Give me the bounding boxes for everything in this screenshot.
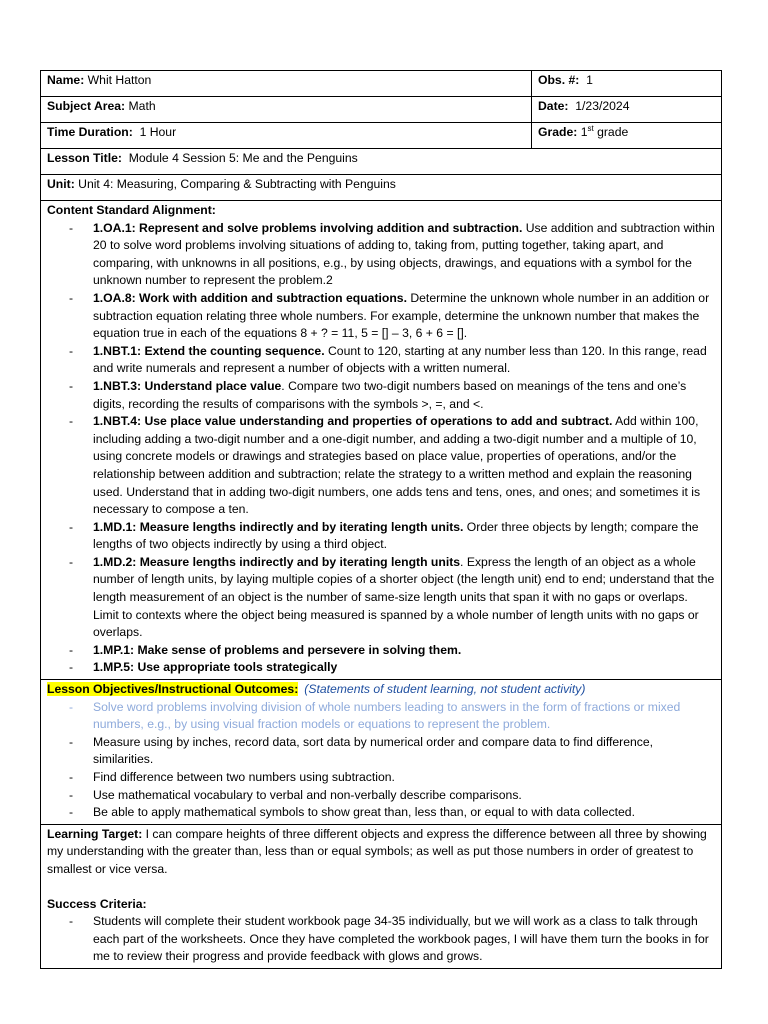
objective-item bbox=[47, 769, 715, 787]
objective-text: Find difference between two numbers using subtraction. bbox=[93, 770, 395, 784]
standard-item bbox=[47, 378, 715, 413]
dash-bullet: - bbox=[69, 770, 74, 784]
success-criteria-label: Success Criteria: bbox=[47, 896, 147, 911]
dash-bullet: - bbox=[69, 343, 74, 358]
unit-cell bbox=[41, 175, 722, 201]
objective-text: Be able to apply mathematical symbols to show great than, less than, or equal to with data collected. bbox=[93, 805, 635, 820]
dash-bullet: - bbox=[69, 699, 74, 714]
standard-code: 1.MD.2: Measure lengths indirectly and by iterating length units bbox=[93, 554, 461, 569]
objectives-list bbox=[47, 699, 715, 822]
dash-bullet: - bbox=[69, 787, 74, 802]
date-cell bbox=[532, 97, 722, 123]
standard-item bbox=[47, 290, 715, 343]
lesson-title-label: Lesson Title: bbox=[47, 151, 122, 165]
grade-number: 1 bbox=[580, 125, 588, 139]
standard-code: 1.MP.5: Use appropriate tools strategically bbox=[93, 660, 338, 675]
standard-description: . Express the length of an object as a whole number of length units, by laying multiple copies of a shorter object (the length unit) end to end; understand that the length measurement of an object is the number of same-size length units that span it with no gaps or overlaps. Limit to contexts where the object being measured is spanned by a whole number of length units with no gaps or overlaps. bbox=[93, 554, 715, 640]
date-value: 1/23/2024 bbox=[575, 99, 630, 113]
name-cell bbox=[41, 71, 532, 97]
objective-faded-item bbox=[47, 699, 715, 734]
learning-target-label: Learning Target: bbox=[47, 826, 143, 841]
objective-item bbox=[47, 734, 715, 769]
lesson-plan-table bbox=[40, 70, 722, 969]
objective-text: Measure using by inches, record data, sort data by numerical order and compare data to find difference, similarities. bbox=[93, 734, 654, 767]
dash-bullet: - bbox=[69, 642, 74, 657]
lesson-plan-page bbox=[40, 70, 721, 969]
objective-text: Use mathematical vocabulary to verbal and non-verbally describe comparisons. bbox=[93, 787, 522, 802]
dash-bullet: - bbox=[69, 378, 74, 393]
dash-bullet: - bbox=[69, 660, 74, 675]
lesson-title-cell bbox=[41, 149, 722, 175]
obs-value: 1 bbox=[586, 73, 593, 87]
dash-bullet: - bbox=[69, 805, 74, 820]
standard-description: Add within 100, including adding a two-digit number and a one-digit number, and adding a two-digit number and a multiple of 10, using concrete models or drawings and strategies based on place value, properties of operations, and/or the relationship between addition and subtraction; relate the strategy to a written method and explain the reasoning used. Understand that in adding two-digit numbers, one adds tens and tens, ones, and ones; and sometimes it is necessary to compose a ten. bbox=[93, 414, 701, 517]
objectives-heading: Lesson Objectives/Instructional Outcomes: bbox=[47, 682, 299, 697]
dash-bullet: - bbox=[69, 554, 74, 569]
unit-label: Unit: bbox=[47, 177, 75, 191]
time-cell bbox=[41, 123, 532, 149]
dash-bullet: - bbox=[69, 414, 74, 429]
standard-code: 1.NBT.3: Understand place value bbox=[93, 378, 282, 393]
standard-item bbox=[47, 413, 715, 519]
obs-label: Obs. #: bbox=[538, 73, 580, 87]
objective-item bbox=[47, 787, 715, 805]
dash-bullet: - bbox=[69, 519, 74, 534]
subject-value: Math bbox=[128, 99, 156, 113]
success-criteria-text: Students will complete their student workbook page 34-35 individually, but we will work as a class to talk through each part of the worksheets. Once they have completed the workbook pages, I will have them turn the books in for me to review their progress and provide feedback with glows and grows. bbox=[93, 914, 709, 964]
objectives-cell bbox=[41, 680, 722, 825]
standard-code: 1.MP.1: Make sense of problems and persevere in solving them. bbox=[93, 642, 462, 657]
name-label: Name: bbox=[47, 73, 85, 87]
standard-description: Use addition and subtraction within 20 to solve word problems involving situations of adding to, taking from, putting together, taking apart, and comparing, with unknowns in all positions, e.g., by using objects, drawings, and equations with a symbol for the unknown number to represent the problem.2 bbox=[93, 220, 715, 288]
standard-item bbox=[47, 642, 715, 660]
learning-cell bbox=[41, 824, 722, 968]
objective-text: Solve word problems involving division of whole numbers leading to answers in the form of fractions or mixed numbers, e.g., by using visual fraction models or equations to represent the problem. bbox=[93, 699, 681, 732]
obs-cell bbox=[532, 71, 722, 97]
grade-word: grade bbox=[597, 125, 629, 139]
time-value: 1 Hour bbox=[139, 125, 177, 139]
standards-heading: Content Standard Alignment: bbox=[47, 203, 216, 217]
date-label: Date: bbox=[538, 99, 569, 113]
standard-code: 1.OA.8: Work with addition and subtraction equations. bbox=[93, 290, 407, 305]
objectives-note: (Statements of student learning, not student activity) bbox=[304, 682, 586, 697]
objective-item bbox=[47, 804, 715, 822]
standard-description: . Compare two two-digit numbers based on meanings of the tens and one’s digits, recording the results of comparisons with the symbols >, =, and <. bbox=[93, 378, 687, 411]
dash-bullet: - bbox=[69, 734, 74, 749]
dash-bullet: - bbox=[69, 290, 74, 305]
dash-bullet: - bbox=[69, 220, 74, 235]
standard-code: 1.OA.1: Represent and solve problems involving addition and subtraction. bbox=[93, 220, 523, 235]
standard-item bbox=[47, 343, 715, 378]
standard-code: 1.NBT.4: Use place value understanding and properties of operations to add and subtract. bbox=[93, 414, 613, 429]
standards-list bbox=[47, 220, 715, 677]
standard-item bbox=[47, 659, 715, 677]
standard-code: 1.NBT.1: Extend the counting sequence. bbox=[93, 343, 325, 358]
success-criteria-list bbox=[47, 913, 715, 966]
unit-value: Unit 4: Measuring, Comparing & Subtracting with Penguins bbox=[78, 177, 396, 191]
lesson-title-value: Module 4 Session 5: Me and the Penguins bbox=[128, 151, 358, 165]
grade-label: Grade: bbox=[538, 125, 578, 139]
name-value: Whit Hatton bbox=[87, 73, 152, 87]
standard-description: Order three objects by length; compare the lengths of two objects indirectly by using a third object. bbox=[93, 519, 699, 552]
learning-target-text: I can compare heights of three different objects and express the difference between all three by showing my understanding with the greater than, less than or equal symbols; as well as put those numbers in order of greatest to smallest or vice versa. bbox=[47, 826, 707, 876]
dash-bullet: - bbox=[69, 914, 74, 929]
standard-item bbox=[47, 519, 715, 554]
standard-code: 1.MD.1: Measure lengths indirectly and by iterating length units. bbox=[93, 519, 464, 534]
grade-ordinal: st bbox=[587, 123, 594, 133]
subject-cell bbox=[41, 97, 532, 123]
standard-description: Count to 120, starting at any number less than 120. In this range, read and write numerals and represent a number of objects with a written numeral. bbox=[93, 343, 707, 376]
standards-cell bbox=[41, 201, 722, 680]
grade-cell bbox=[532, 123, 722, 149]
success-criteria-item bbox=[47, 913, 715, 966]
standard-item bbox=[47, 554, 715, 642]
time-label: Time Duration: bbox=[47, 125, 133, 139]
standard-item bbox=[47, 220, 715, 290]
standard-description: Determine the unknown whole number in an addition or subtraction equation relating three whole numbers. For example, determine the unknown number that makes the equation true in each of the equations 8 + ? = 11, 5 = [] – 3, 6 + 6 = []. bbox=[93, 290, 710, 341]
subject-label: Subject Area: bbox=[47, 99, 126, 113]
